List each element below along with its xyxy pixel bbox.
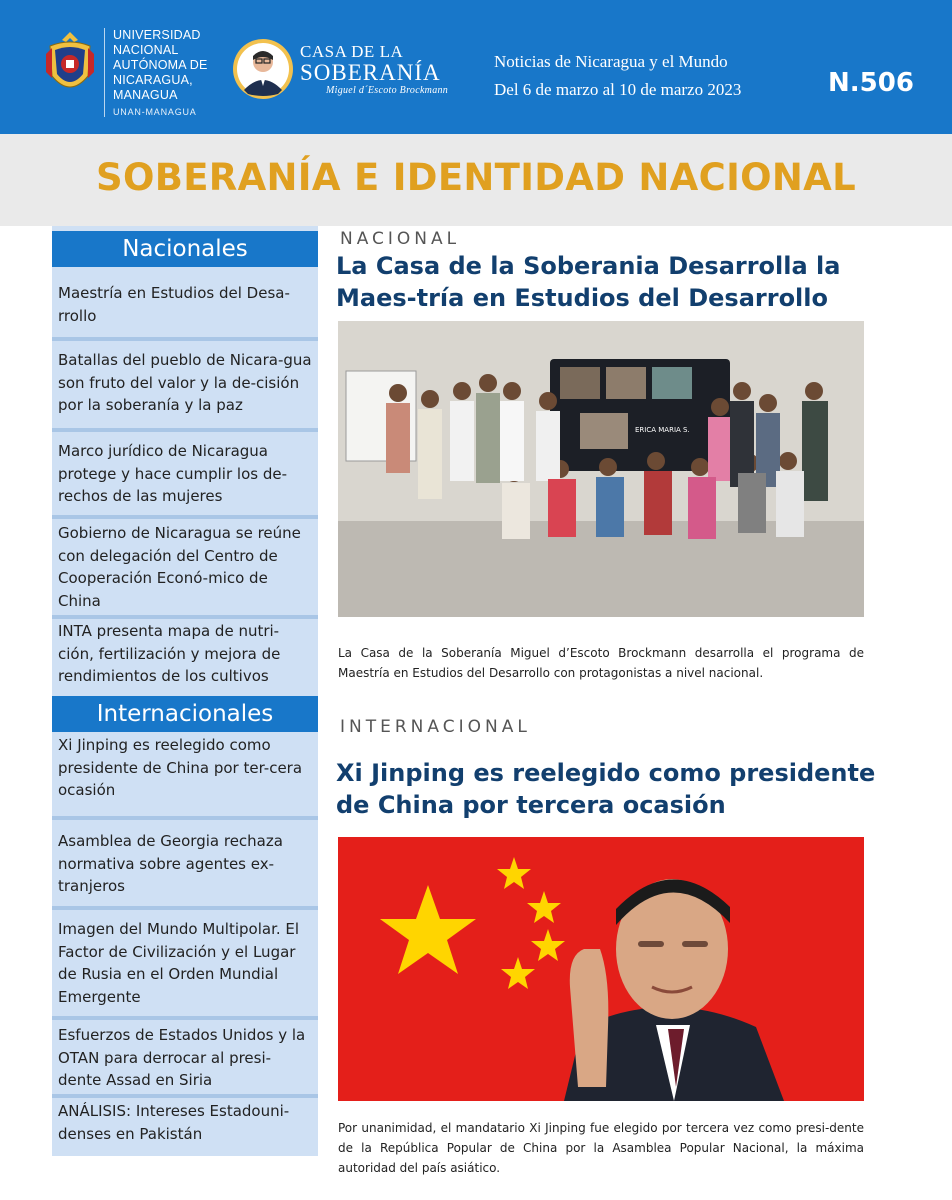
casa-line-2: SOBERANÍA <box>300 59 441 85</box>
sidebar-heading-internacionales: Internacionales <box>52 696 318 732</box>
group-photo <box>338 321 864 617</box>
china-flag-portrait-icon <box>338 837 864 1101</box>
casa-line-3: Miguel d´Escoto Brockmann <box>326 84 449 96</box>
casa-line-1: CASA DE LA <box>300 41 404 61</box>
classroom-group-photo-icon <box>338 321 864 617</box>
divider <box>52 906 318 910</box>
date-range: Del 6 de marzo al 10 de marzo 2023 <box>494 80 742 99</box>
article-caption-internacional: Por unanimidad, el mandatario Xi Jinping fue elegido por tercera vez como presi-dente de la República Popular de China por la Asamblea Popular Nacional, la máxima autoridad del país asiático. <box>338 1121 864 1175</box>
sidebar-item-inta[interactable]: INTA presenta mapa de nutri-ción, fertilización y mejora de rendimientos de los cultivos <box>58 622 281 685</box>
divider <box>52 337 318 341</box>
issue-number: N.506 <box>828 68 914 98</box>
divider <box>52 515 318 519</box>
screen-participant-name: ERICA MARIA S. <box>635 426 690 434</box>
xi-jinping-photo <box>338 837 864 1101</box>
university-line: NACIONAL <box>113 43 179 57</box>
page-title: SOBERANÍA E IDENTIDAD NACIONAL <box>96 156 856 199</box>
sidebar-item-xi-jinping[interactable]: Xi Jinping es reelegido como presidente de China por ter-cera ocasión <box>58 736 303 799</box>
university-line: AUTÓNOMA DE <box>113 58 208 72</box>
sidebar-item-gobierno-china[interactable]: Gobierno de Nicaragua se reúne con delegación del Centro de Cooperación Econó-mico de China <box>58 524 301 610</box>
university-line: UNIVERSIDAD <box>113 28 201 42</box>
university-seal-icon <box>44 28 96 100</box>
sidebar <box>52 226 318 1156</box>
casa-name <box>300 43 448 96</box>
university-line: MANAGUA <box>113 88 178 102</box>
title-band <box>0 134 952 226</box>
article-headline-nacional[interactable]: La Casa de la Soberania Desarrolla la Maes-tría en Estudios del Desarrollo <box>336 252 841 312</box>
section-label-nacional: NACIONAL <box>340 229 461 249</box>
newsletter-info <box>494 48 741 104</box>
newsletter-subtitle: Noticias de Nicaragua y el Mundo <box>494 52 728 71</box>
sidebar-item-maestria[interactable]: Maestría en Estudios del Desa-rrollo <box>58 284 290 325</box>
sidebar-heading-nacionales: Nacionales <box>52 231 318 267</box>
university-abbrev: UNAN-MANAGUA <box>113 107 197 117</box>
sidebar-item-georgia[interactable]: Asamblea de Georgia rechaza normativa sobre agentes ex-tranjeros <box>58 832 283 895</box>
sidebar-item-marco-juridico[interactable]: Marco jurídico de Nicaragua protege y hace cumplir los de-rechos de las mujeres <box>58 442 287 505</box>
masthead <box>0 0 952 134</box>
sidebar-item-mundo-multipolar[interactable]: Imagen del Mundo Multipolar. El Factor de Civilización y el Lugar de Rusia en el Orden Mundial Emergente <box>58 920 300 1006</box>
sidebar-item-otan-siria[interactable]: Esfuerzos de Estados Unidos y la OTAN para derrocar al presi-dente Assad en Siria <box>58 1026 306 1089</box>
sidebar-item-pakistan[interactable]: ANÁLISIS: Intereses Estadouni-denses en Pakistán <box>58 1102 290 1143</box>
casa-soberania-logo <box>232 38 448 100</box>
sidebar-item-batallas[interactable]: Batallas del pueblo de Nicara-gua son fruto del valor y la de-cisión por la soberanía y la paz <box>58 351 312 414</box>
article-caption-nacional: La Casa de la Soberanía Miguel d’Escoto Brockmann desarrolla el programa de Maestría en Estudios del Desarrollo con protagonistas a nivel nacional. <box>338 646 864 680</box>
divider <box>52 428 318 432</box>
university-name <box>104 28 208 117</box>
divider <box>52 1094 318 1098</box>
unan-logo <box>44 28 208 117</box>
divider <box>52 615 318 619</box>
section-label-internacional: INTERNACIONAL <box>340 717 531 737</box>
divider <box>52 816 318 820</box>
portrait-medallion-icon <box>232 38 294 100</box>
divider <box>52 1016 318 1020</box>
article-headline-internacional[interactable]: Xi Jinping es reelegido como presidente de China por tercera ocasión <box>336 759 876 819</box>
university-line: NICARAGUA, <box>113 73 193 87</box>
